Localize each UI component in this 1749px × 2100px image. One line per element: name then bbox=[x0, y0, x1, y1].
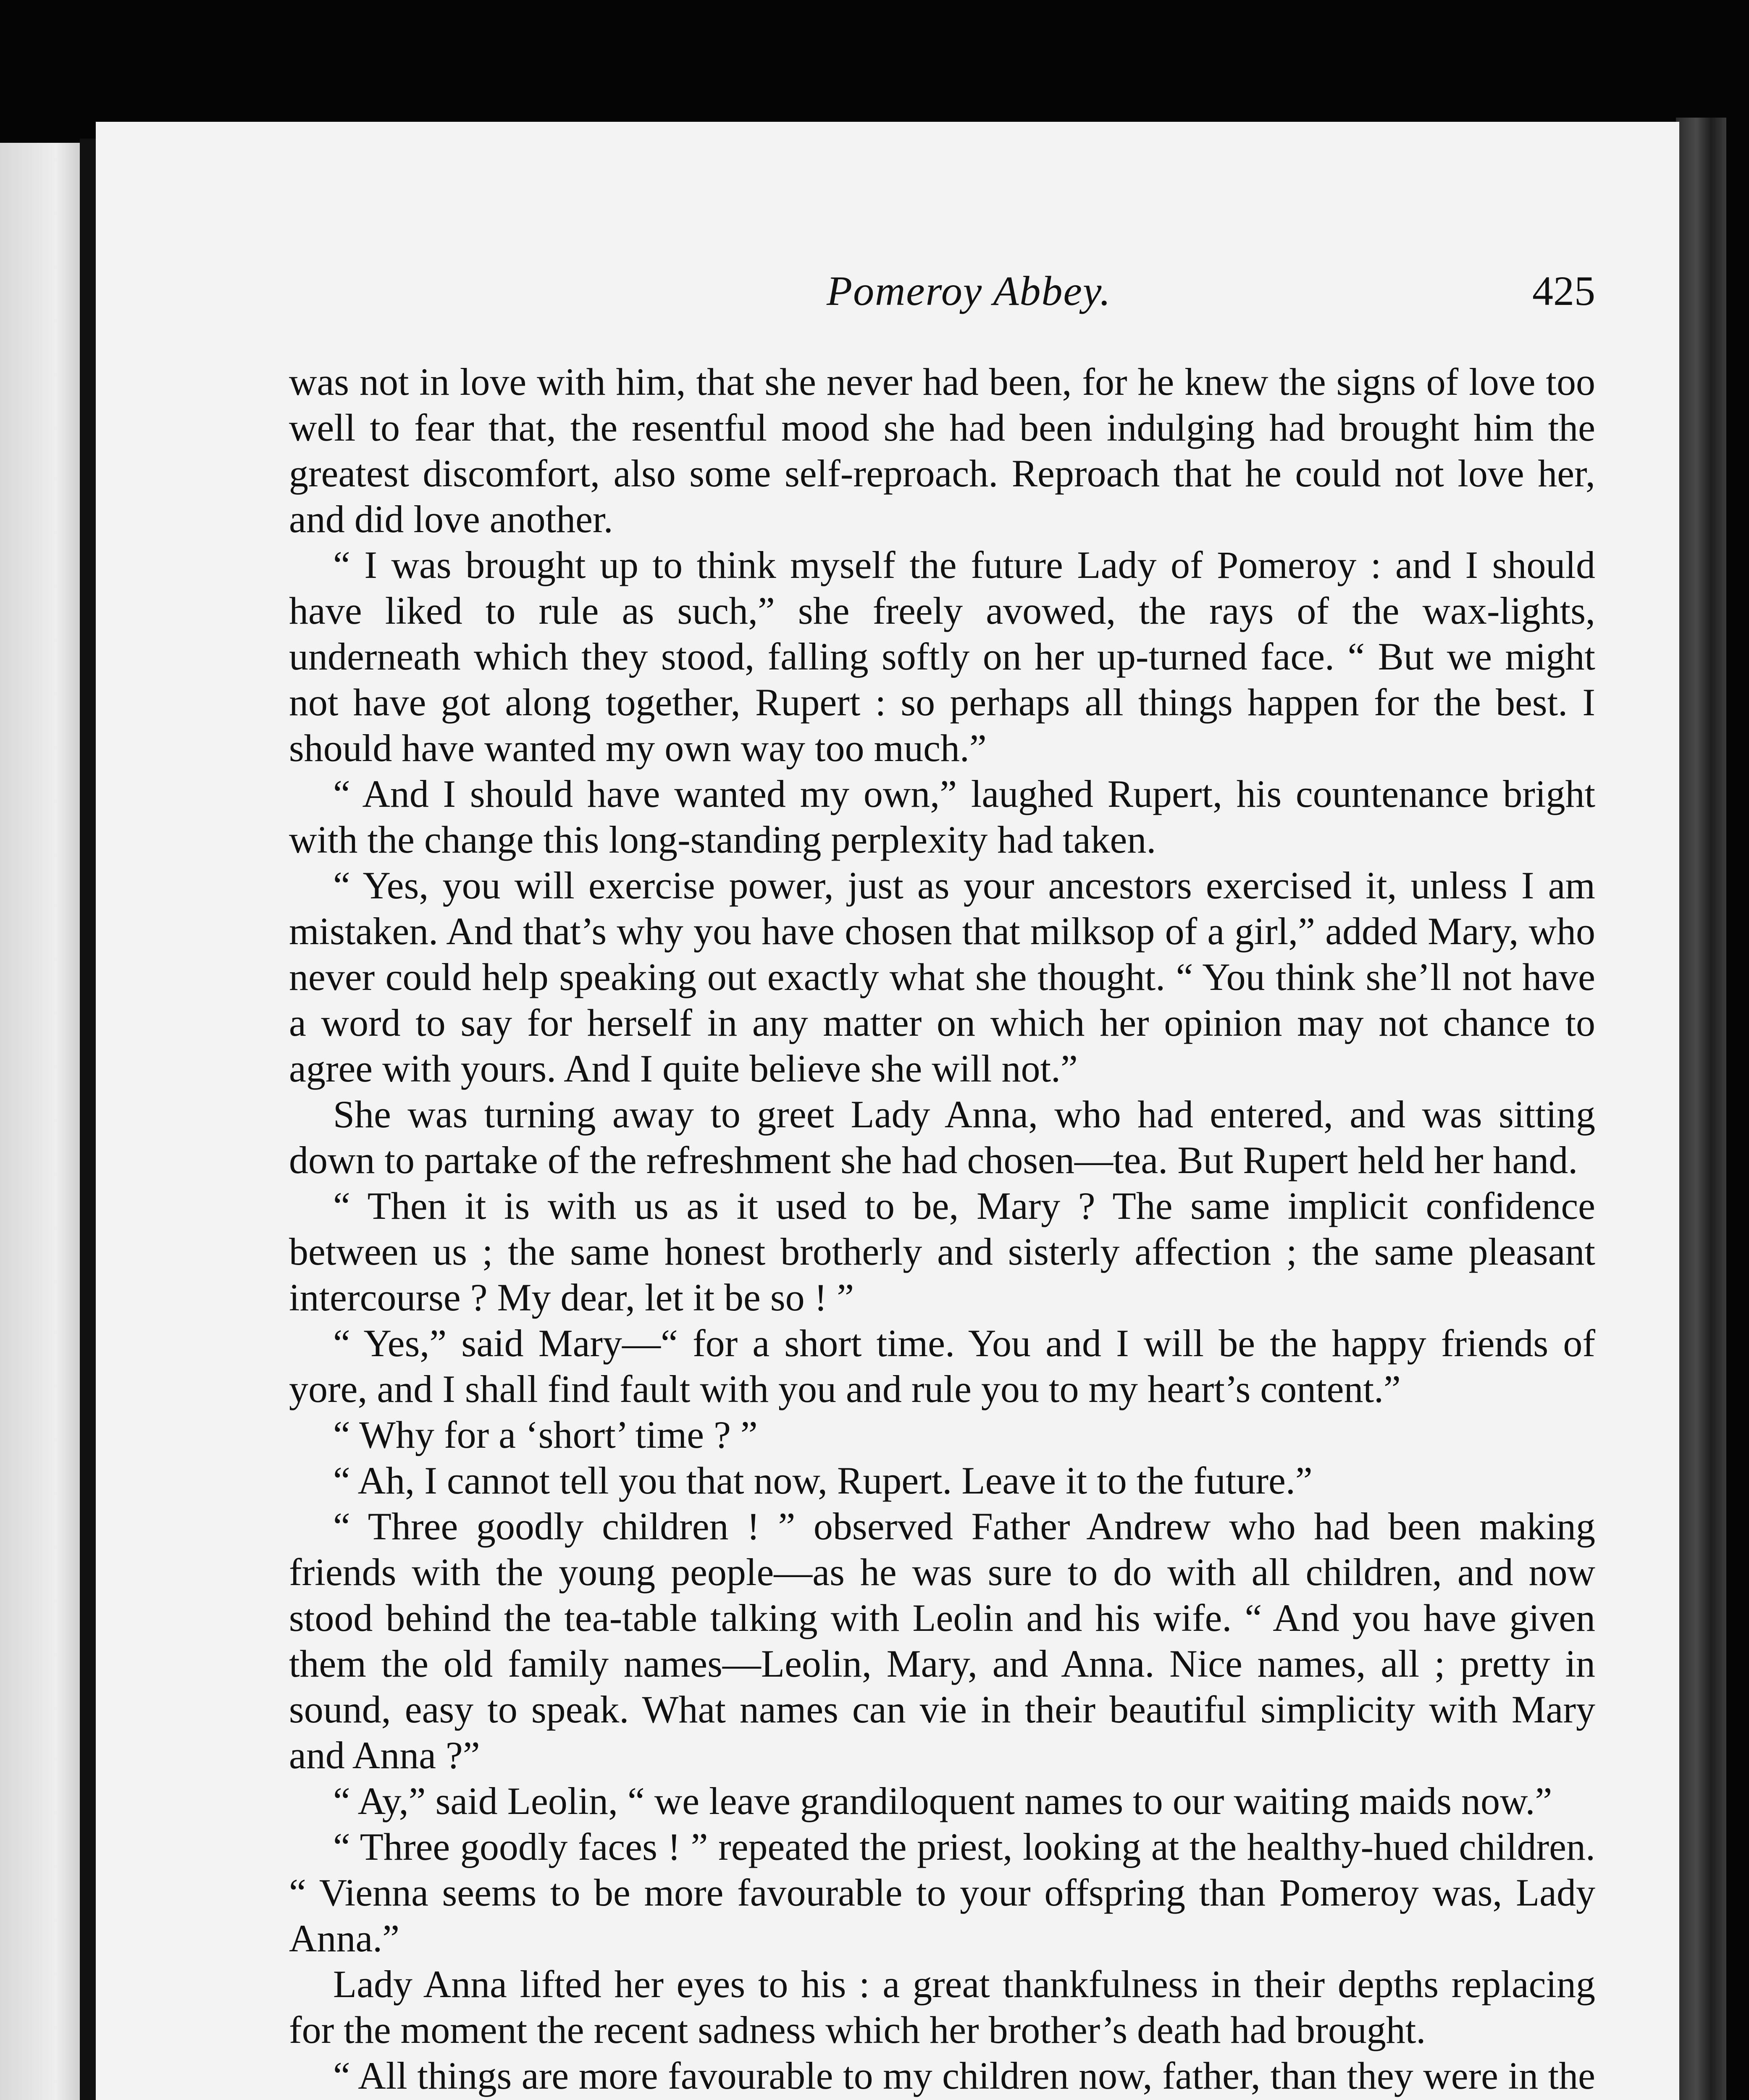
paragraph: “ Then it is with us as it used to be, Mary ? The same implicit confidence between us ; the same honest brotherly and sisterly affection ; the same pleasant intercourse ? My dear, let it be so ! ” bbox=[289, 1184, 1595, 1319]
paragraph: “ And I should have wanted my own,” laughed Rupert, his countenance bright with the change this long-standing perplexity had taken. bbox=[289, 772, 1595, 861]
paragraph: “ Yes,” said Mary—“ for a short time. You and I will be the happy friends of yore, and I shall find fault with you and rule you to my heart’s content.” bbox=[289, 1322, 1595, 1410]
paragraph: Lady Anna lifted her eyes to his : a great thankfulness in their depths replacing for the moment the recent sadness which her brother’s death had brought. bbox=[289, 1963, 1595, 2051]
paragraph: “ Ay,” said Leolin, “ we leave grandiloquent names to our waiting maids now.” bbox=[333, 1780, 1552, 1822]
running-head bbox=[289, 267, 1595, 321]
left-page-edge bbox=[0, 143, 80, 2100]
book-gutter bbox=[80, 139, 97, 2100]
paragraph: “ I was brought up to think myself the future Lady of Pomeroy : and I should have liked to rule as such,” she freely avowed, the rays of the wax-lights, underneath which they stood, falling softly on her up-turned face. “ But we might not have got along together, Rupert : so perhaps all things happen for the best. I should have wanted my own way too much.” bbox=[289, 543, 1595, 769]
page-number: 425 bbox=[1532, 268, 1595, 314]
paragraph: “ Yes, you will exercise power, just as your ancestors exercised it, unless I am mistaken. And that’s why you have chosen that milksop of a girl,” added Mary, who never could help speaking out exactly what she thought. “ You think she’ll not have a word to say for herself in any matter on which her opinion may not chance to agree with yours. And I quite believe she will not.” bbox=[289, 864, 1595, 1090]
book-page bbox=[96, 122, 1679, 2100]
paragraph: “ Three goodly children ! ” observed Father Andrew who had been making friends with the young people—as he was sure to do with all children, and now stood behind the tea-table talking with Leolin and his wife. “ And you have given them the old family names—Leolin, Mary, and Anna. Nice names, all ; pretty in sound, easy to speak. What names can vie in their beautiful simplicity with Mary and Anna ?” bbox=[289, 1505, 1595, 1777]
page-stack-edge bbox=[1676, 118, 1726, 2100]
paragraph: “ All things are more favourable to my children now, father, than they were in the bbox=[333, 2054, 1595, 2097]
paragraph: was not in love with him, that she never had been, for he knew the signs of love too well to fear that, the resentful mood she had been indulging had brought him the greatest discomfort, also some self-reproach. Reproach that he could not love her, and did love another. bbox=[289, 360, 1595, 541]
running-title: Pomeroy Abbey. bbox=[827, 268, 1111, 314]
paragraph: “ Why for a ‘short’ time ? ” bbox=[333, 1413, 758, 1456]
paragraph: “ Three goodly faces ! ” repeated the priest, looking at the healthy-hued children. “ Vienna seems to be more favourable to your offspring than Pomeroy was, Lady Anna.” bbox=[289, 1825, 1595, 1960]
paragraph: She was turning away to greet Lady Anna, who had entered, and was sitting down to partake of the refreshment she had chosen—tea. But Rupert held her hand. bbox=[289, 1093, 1595, 1181]
body-text bbox=[289, 359, 1595, 2100]
paragraph: “ Ah, I cannot tell you that now, Rupert. Leave it to the future.” bbox=[333, 1459, 1313, 1502]
